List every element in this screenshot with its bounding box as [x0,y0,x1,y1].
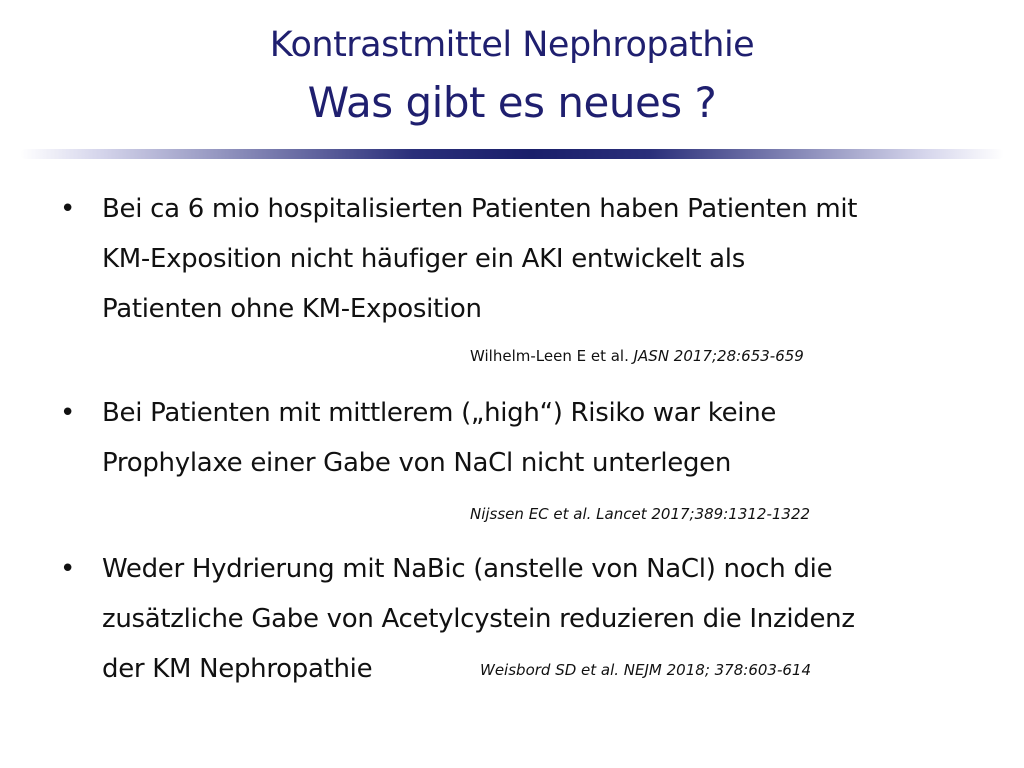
bullet-dot-icon: • [60,398,76,428]
bullet-text [102,388,962,488]
bullet-text [102,184,962,334]
title-divider [20,149,1004,159]
bullet-line: zusätzliche Gabe von Acetylcystein reduzieren die Inzidenz [102,604,855,634]
citation [470,346,804,366]
slide-title: Kontrastmittel Nephropathie [269,25,755,65]
slide-subtitle: Was gibt es neues ? [307,78,717,127]
citation: Nijssen EC et al. Lancet 2017;389:1312-1322 [470,505,811,523]
bullet-line: Patienten ohne KM-Exposition [102,294,482,324]
citation: Weisbord SD et al. NEJM 2018; 378:603-614 [480,661,811,679]
bullet-dot-icon: • [60,194,76,224]
citation-journal: JASN 2017;28:653-659 [633,347,804,365]
bullet-line: Weder Hydrierung mit NaBic (anstelle von NaCl) noch die [102,554,833,584]
bullet-line: KM-Exposition nicht häufiger ein AKI entwickelt als [102,244,745,274]
bullet-line: der KM Nephropathie [102,654,373,684]
bullet-line: Bei ca 6 mio hospitalisierten Patienten haben Patienten mit [102,194,858,224]
citation-authors: Wilhelm-Leen E et al. [470,347,634,365]
bullet-line: Bei Patienten mit mittlerem („high“) Risiko war keine [102,398,777,428]
bullet-line: Prophylaxe einer Gabe von NaCl nicht unterlegen [102,448,732,478]
bullet-dot-icon: • [60,554,76,584]
